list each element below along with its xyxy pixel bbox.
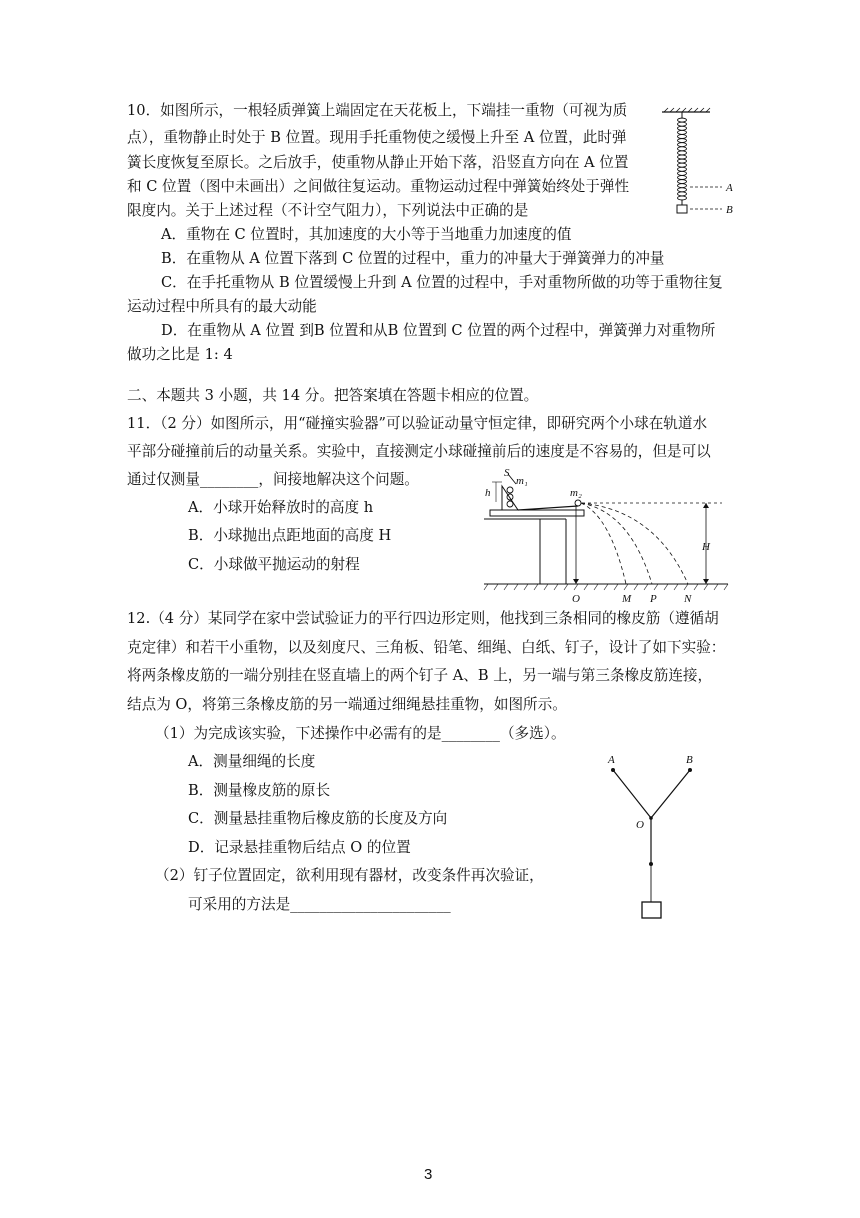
q11-line-1: 11．（2 分）如图所示，用“碰撞实验器”可以验证动量守恒定律，即研究两个小球在轨道水 bbox=[127, 415, 708, 432]
apparatus-label-o: O bbox=[572, 593, 580, 605]
apparatus-label-p: P bbox=[650, 593, 657, 605]
q11-option-c: C．小球做平抛运动的射程 bbox=[188, 556, 360, 573]
q10-line-2: 点），重物静止时处于 B 位置。现用手托重物使之缓慢上升至 A 位置，此时弹 bbox=[127, 129, 627, 146]
rubber-label-a: A bbox=[608, 754, 615, 766]
q11-option-b: B．小球抛出点距地面的高度 H bbox=[188, 527, 392, 544]
q12-line-4: 结点为 O，将第三条橡皮筋的另一端通过细绳悬挂重物，如图所示。 bbox=[127, 696, 567, 713]
q12-option-c: C．测量悬挂重物后橡皮筋的长度及方向 bbox=[188, 810, 448, 827]
q10-option-c-line-1: C．在手托重物从 B 位置缓慢上升到 A 位置的过程中，手对重物所做的功等于重物往复 bbox=[161, 274, 723, 291]
q12-option-b: B．测量橡皮筋的原长 bbox=[188, 782, 331, 799]
spring-figure bbox=[660, 108, 740, 220]
rubber-label-b: B bbox=[686, 754, 693, 766]
rubber-band-figure bbox=[600, 752, 710, 922]
spring-label-a: A bbox=[726, 182, 733, 194]
q10-option-c-line-2: 运动过程中所具有的最大动能 bbox=[127, 298, 317, 315]
q10-option-a: A．重物在 C 位置时，其加速度的大小等于当地重力加速度的值 bbox=[161, 226, 572, 243]
q10-line-4: 和 C 位置（图中未画出）之间做往复运动。重物运动过程中弹簧始终处于弹性 bbox=[127, 178, 630, 195]
spring-label-b: B bbox=[726, 204, 733, 216]
q11-line-2: 平部分碰撞前后的动量关系。实验中，直接测定小球碰撞前后的速度是不容易的，但是可以 bbox=[127, 443, 711, 460]
q10-line-5: 限度内。关于上述过程（不计空气阻力），下列说法中正确的是 bbox=[127, 202, 529, 219]
rubber-label-o: O bbox=[636, 819, 644, 831]
q12-option-a: A．测量细绳的长度 bbox=[188, 753, 316, 770]
section-2-heading: 二、本题共 3 小题，共 14 分。把答案填在答题卡相应的位置。 bbox=[127, 387, 539, 404]
apparatus-label-m1: m₁ bbox=[516, 475, 528, 487]
page-number: 3 bbox=[424, 1166, 433, 1183]
q10-line-3: 簧长度恢复至原长。之后放手，使重物从静止开始下落，沿竖直方向在 A 位置 bbox=[127, 154, 629, 171]
apparatus-label-s: S bbox=[504, 467, 510, 479]
q12-part-2-line-2: 可采用的方法是______________________ bbox=[188, 896, 451, 913]
q12-line-2: 克定律）和若干小重物，以及刻度尺、三角板、铅笔、细绳、白纸、钉子，设计了如下实验： bbox=[127, 639, 726, 656]
q11-option-a: A．小球开始释放时的高度 h bbox=[188, 499, 374, 516]
q10-option-b: B．在重物从 A 位置下落到 C 位置的过程中，重力的冲量大于弹簧弹力的冲量 bbox=[161, 250, 665, 267]
q12-option-d: D．记录悬挂重物后结点 O 的位置 bbox=[188, 839, 411, 856]
q12-line-3: 将两条橡皮筋的一端分别挂在竖直墙上的两个钉子 A、B 上，另一端与第三条橡皮筋连接， bbox=[127, 667, 713, 684]
q10-option-d-line-2: 做功之比是 1: 4 bbox=[127, 346, 233, 363]
q12-line-1: 12.（4 分）某同学在家中尝试验证力的平行四边形定则，他找到三条相同的橡皮筋（遵循胡 bbox=[127, 610, 719, 627]
apparatus-label-m: M bbox=[622, 593, 632, 605]
q11-line-3: 通过仅测量________，间接地解决这个问题。 bbox=[127, 471, 419, 488]
q12-part-2-line-1: （2）钉子位置固定，欲利用现有器材，改变条件再次验证， bbox=[155, 867, 544, 884]
q10-option-d-line-1: D．在重物从 A 位置 到B 位置和从B 位置到 C 位置的两个过程中，弹簧弹力对重物所 bbox=[161, 322, 716, 339]
apparatus-label-n: N bbox=[684, 593, 692, 605]
collision-apparatus-figure bbox=[480, 466, 730, 606]
apparatus-label-H: H bbox=[702, 541, 710, 553]
q12-part-1: （1）为完成该实验，下述操作中必需有的是________（多选）。 bbox=[155, 725, 566, 742]
q10-line-1: 10．如图所示，一根轻质弹簧上端固定在天花板上，下端挂一重物（可视为质 bbox=[127, 102, 628, 119]
apparatus-label-m2: m₂ bbox=[570, 487, 582, 499]
apparatus-label-h: h bbox=[485, 487, 491, 499]
